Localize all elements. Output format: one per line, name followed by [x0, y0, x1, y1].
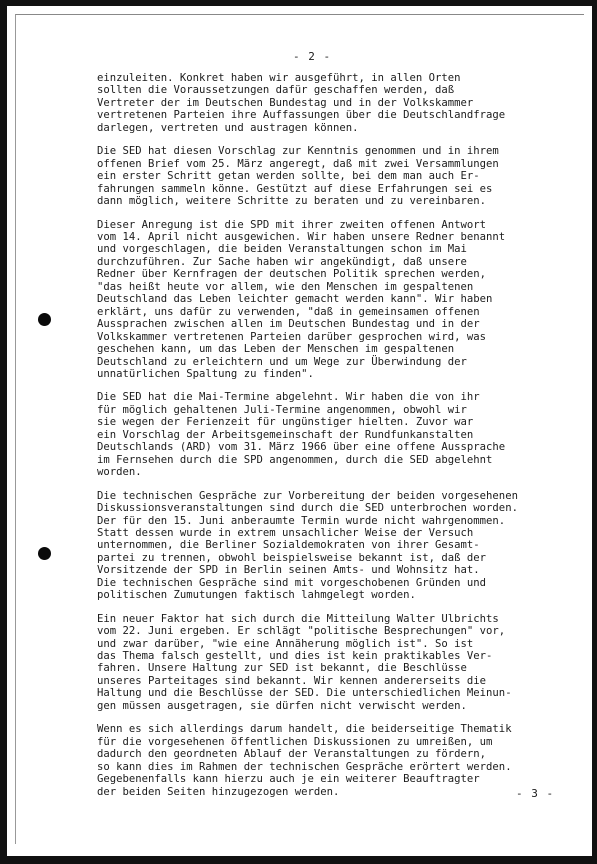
paragraph-1: einzuleiten. Konkret haben wir ausgeführt, in allen Orten sollten die Voraussetzungen dafür geschaffen werden, daß Vertreter der im Deutschen Bundestag und in der Volkskammer vertretenen Parteien ihre Auffassungen über die Deutschlandfrage darlegen, vertreten und austragen können. — [97, 72, 506, 134]
paragraph-3: Dieser Anregung ist die SPD mit ihrer zweiten offenen Antwort vom 14. April nicht ausgewichen. Wir haben unsere Redner benannt und vorgeschlagen, die beiden Veranstaltungen schon im Mai durchzuführen. Zur Sache haben wir angekündigt, daß unsere Redner über Kernfragen der deutschen Politik sprechen werden, "das heißt heute vor allem, wie den Menschen im gespaltenen Deutschland das Leben leichter gemacht werden kann". Wir haben erklärt, uns dafür zu verwenden, "daß in gemeinsamen offenen Aussprachen zwischen allen im Deutschen Bundestag und in der Volkskammer vertretenen Parteien darüber gesprochen wird, was geschehen kann, um das Leben der Menschen im gespaltenen Deutschland zu erleichtern und um Wege zur Überwindung der unnatürlichen Spaltung zu finden". — [97, 218, 506, 380]
punch-hole-upper — [38, 313, 51, 326]
page-number-header: - 2 - — [293, 50, 332, 63]
paragraph-2: Die SED hat diesen Vorschlag zur Kenntnis genommen und in ihrem offenen Brief vom 25. März angeregt, daß mit zwei Versammlungen ein erster Schritt getan werden sollte, bei dem man auch Er- fahrungen sammeln könne. Gestützt auf diese Erfahrungen sei es dann möglich, weitere Schritte zu beraten und zu vereinbaren. — [97, 145, 499, 208]
punch-hole-lower — [38, 547, 51, 560]
next-page-marker: - 3 - — [516, 787, 555, 800]
paragraph-7: Wenn es sich allerdings darum handelt, die beiderseitige Thematik für die vorgesehenen öffentlichen Diskussionen zu umreißen, um dadurch den geordneten Ablauf der Veranstaltungen zu fördern, so kann dies im Rahmen der technischen Gespräche erörtert werden. Gegebenenfalls kann hierzu auch je ein weiterer Beauftragter der beiden Seiten hinzugezogen werden. — [97, 723, 512, 798]
paragraph-5: Die technischen Gespräche zur Vorbereitung der beiden vorgesehenen Diskussionsveranstaltungen sind durch die SED unterbrochen worden. Der für den 15. Juni anberaumte Termin wurde nicht wahrgenommen. Statt dessen wurde in extrem unsachlicher Weise der Versuch unternommen, die Berliner Sozialdemokraten von ihrer Gesamt- partei zu trennen, obwohl beispielsweise bekannt ist, daß der Vorsitzende der SPD in Berlin seinen Amts- und Wohnsitz hat. Die technischen Gespräche sind mit vorgeschobenen Gründen und politischen Zumutungen faktisch lahmgelegt worden. — [97, 489, 518, 602]
paragraph-4: Die SED hat die Mai-Termine abgelehnt. Wir haben die von ihr für möglich gehaltenen Juli-Termine angenommen, obwohl wir sie wegen der Ferienzeit für ungünstiger hielten. Zuvor war ein Vorschlag der Arbeitsgemeinschaft der Rundfunkanstalten Deutschlands (ARD) vom 31. März 1966 über eine offene Aussprache im Fernsehen durch die SPD angenommen, durch die SED abgelehnt worden. — [97, 391, 506, 479]
document-body — [97, 72, 537, 809]
paragraph-6: Ein neuer Faktor hat sich durch die Mitteilung Walter Ulbrichts vom 22. Juni ergeben. Er schlägt "politische Besprechungen" vor, und zwar darüber, "wie eine Annäherung möglich ist". So ist das Thema falsch gestellt, und dies ist kein praktikables Ver- fahren. Unsere Haltung zur SED ist bekannt, die Beschlüsse unseres Parteitages sind bekannt. Wir kennen andererseits die Haltung und die Beschlüsse der SED. Die unterschiedlichen Meinun- gen müssen ausgetragen, sie dürfen nicht verwischt werden. — [97, 612, 512, 712]
